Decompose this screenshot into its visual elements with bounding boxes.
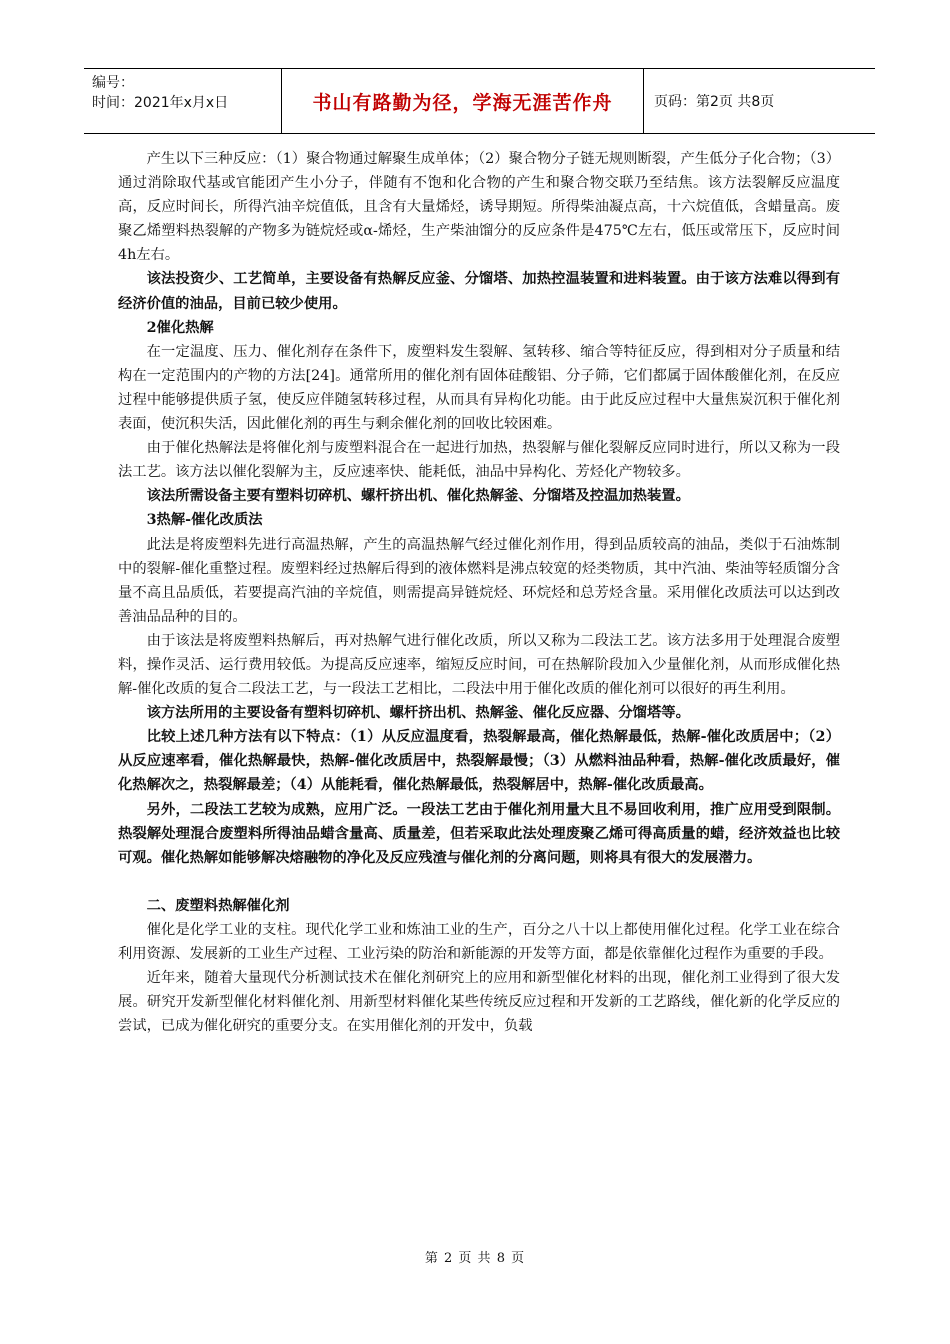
paragraph: 由于催化热解法是将催化剂与废塑料混合在一起进行加热，热裂解与催化裂解反应同时进行，所以又称为一段法工艺。该方法以催化裂解为主，反应速率快、能耗低，油品中异构化、芳烃化产物较多。 [118, 440, 840, 481]
doc-date-label: 时间：2021年x月x日 [92, 95, 229, 111]
paragraph-bold: 该法所需设备主要有塑料切碎机、螺杆挤出机、催化热解釜、分馏塔及控温加热装置。 [146, 488, 690, 505]
paragraph: 产生以下三种反应：（1）聚合物通过解聚生成单体；（2）聚合物分子链无规则断裂，产生低分子化合物；（3）通过消除取代基或官能团产生小分子，伴随有不饱和化合物的产生和聚合物交联乃至结焦。该方法裂解反应温度高，反应时间长，所得汽油辛烷值低，且含有大量烯烃，诱导期短。所得柴油凝点高，十六烷值低，含蜡量高。废聚乙烯塑料热裂解的产物多为链烷烃或α-烯烃，生产柴油馏分的反应条件是475℃左右，低压或常压下，反应时间4h左右。 [118, 151, 840, 264]
page-header [84, 68, 875, 134]
paragraph: 催化是化学工业的支柱。现代化学工业和炼油工业的生产，百分之八十以上都使用催化过程。化学工业在综合利用资源、发展新的工业生产过程、工业污染的防治和新能源的开发等方面，都是依靠催化过程作为重要的手段。 [118, 921, 840, 962]
paragraph-bold: 另外，二段法工艺较为成熟，应用广泛。一段法工艺由于催化剂用量大且不易回收利用，推广应用受到限制。热裂解处理混合废塑料所得油品蜡含量高、质量差，但若采取此法处理废聚乙烯可得高质量的蜡，经济效益也比较可观。催化热解如能够解决熔融物的净化及反应残渣与催化剂的分离问题，则将具有很大的发展潜力。 [118, 801, 840, 866]
section-gap [118, 870, 840, 894]
chapter-heading: 二、废塑料热解催化剂 [146, 897, 290, 914]
paragraph: 近年来，随着大量现代分析测试技术在催化剂研究上的应用和新型催化材料的出现，催化剂工业得到了很大发展。研究开发新型催化材料催化剂、用新型材料催化某些传统反应过程和开发新的工艺路线，催化新的化学反应的尝试，已成为催化研究的重要分支。在实用催化剂的开发中，负载 [118, 970, 840, 1035]
page-footer: 第 2 页 共 8 页 [424, 1251, 526, 1266]
header-page-label: 页码：第2页 共8页 [654, 94, 775, 110]
paragraph: 由于该法是将废塑料热解后，再对热解气进行催化改质，所以又称为二段法工艺。该方法多用于处理混合废塑料，操作灵活、运行费用较低。为提高反应速率，缩短反应时间，可在热解阶段加入少量催化剂，从而形成催化热解-催化改质的复合二段法工艺，与一段法工艺相比，二段法中用于催化改质的催化剂可以很好的再生利用。 [118, 632, 840, 698]
document-body [118, 147, 840, 1038]
paragraph-bold: 该法投资少、工艺简单，主要设备有热解反应釜、分馏塔、加热控温装置和进料装置。由于该方法难以得到有经济价值的油品，目前已较少使用。 [118, 271, 840, 312]
section-heading: 2催化热解 [146, 319, 214, 336]
paragraph-bold: 该方法所用的主要设备有塑料切碎机、螺杆挤出机、热解釜、催化反应器、分馏塔等。 [146, 705, 690, 722]
section-heading: 3热解-催化改质法 [146, 512, 263, 529]
paragraph-bold: 比较上述几种方法有以下特点：（1）从反应温度看，热裂解最高，催化热解最低，热解-催化改质居中；（2）从反应速率看，催化热解最快，热解-催化改质居中，热裂解最慢；（3）从燃料油品种看，热解-催化改质最好，催化热解次之，热裂解最差；（4）从能耗看，催化热解最低，热裂解居中，热解-催化改质最高。 [118, 729, 840, 794]
doc-number-label: 编号： [92, 75, 134, 91]
header-meta [84, 69, 282, 133]
header-motto: 书山有路勤为径，学海无涯苦作舟 [282, 69, 644, 133]
paragraph: 在一定温度、压力、催化剂存在条件下，废塑料发生裂解、氢转移、缩合等特征反应，得到相对分子质量和结构在一定范围内的产物的方法[24]。通常所用的催化剂有固体硅酸铝、分子筛，它们都属于固体酸催化剂，在反应过程中能够提供质子氢，使反应伴随氢转移过程，从而具有异构化功能。由于此反应过程中大量焦炭沉积于催化剂表面，使沉积失活，因此催化剂的再生与剩余催化剂的回收比较困难。 [118, 343, 840, 433]
paragraph: 此法是将废塑料先进行高温热解，产生的高温热解气经过催化剂作用，得到品质较高的油品，类似于石油炼制中的裂解-催化重整过程。废塑料经过热解后得到的液体燃料是沸点较宽的烃类物质，其中汽油、柴油等轻质馏分含量不高且品质低，若要提高汽油的辛烷值，则需提高异链烷烃、环烷烃和总芳烃含量。采用催化改质法可以达到改善油品品种的目的。 [118, 536, 840, 625]
